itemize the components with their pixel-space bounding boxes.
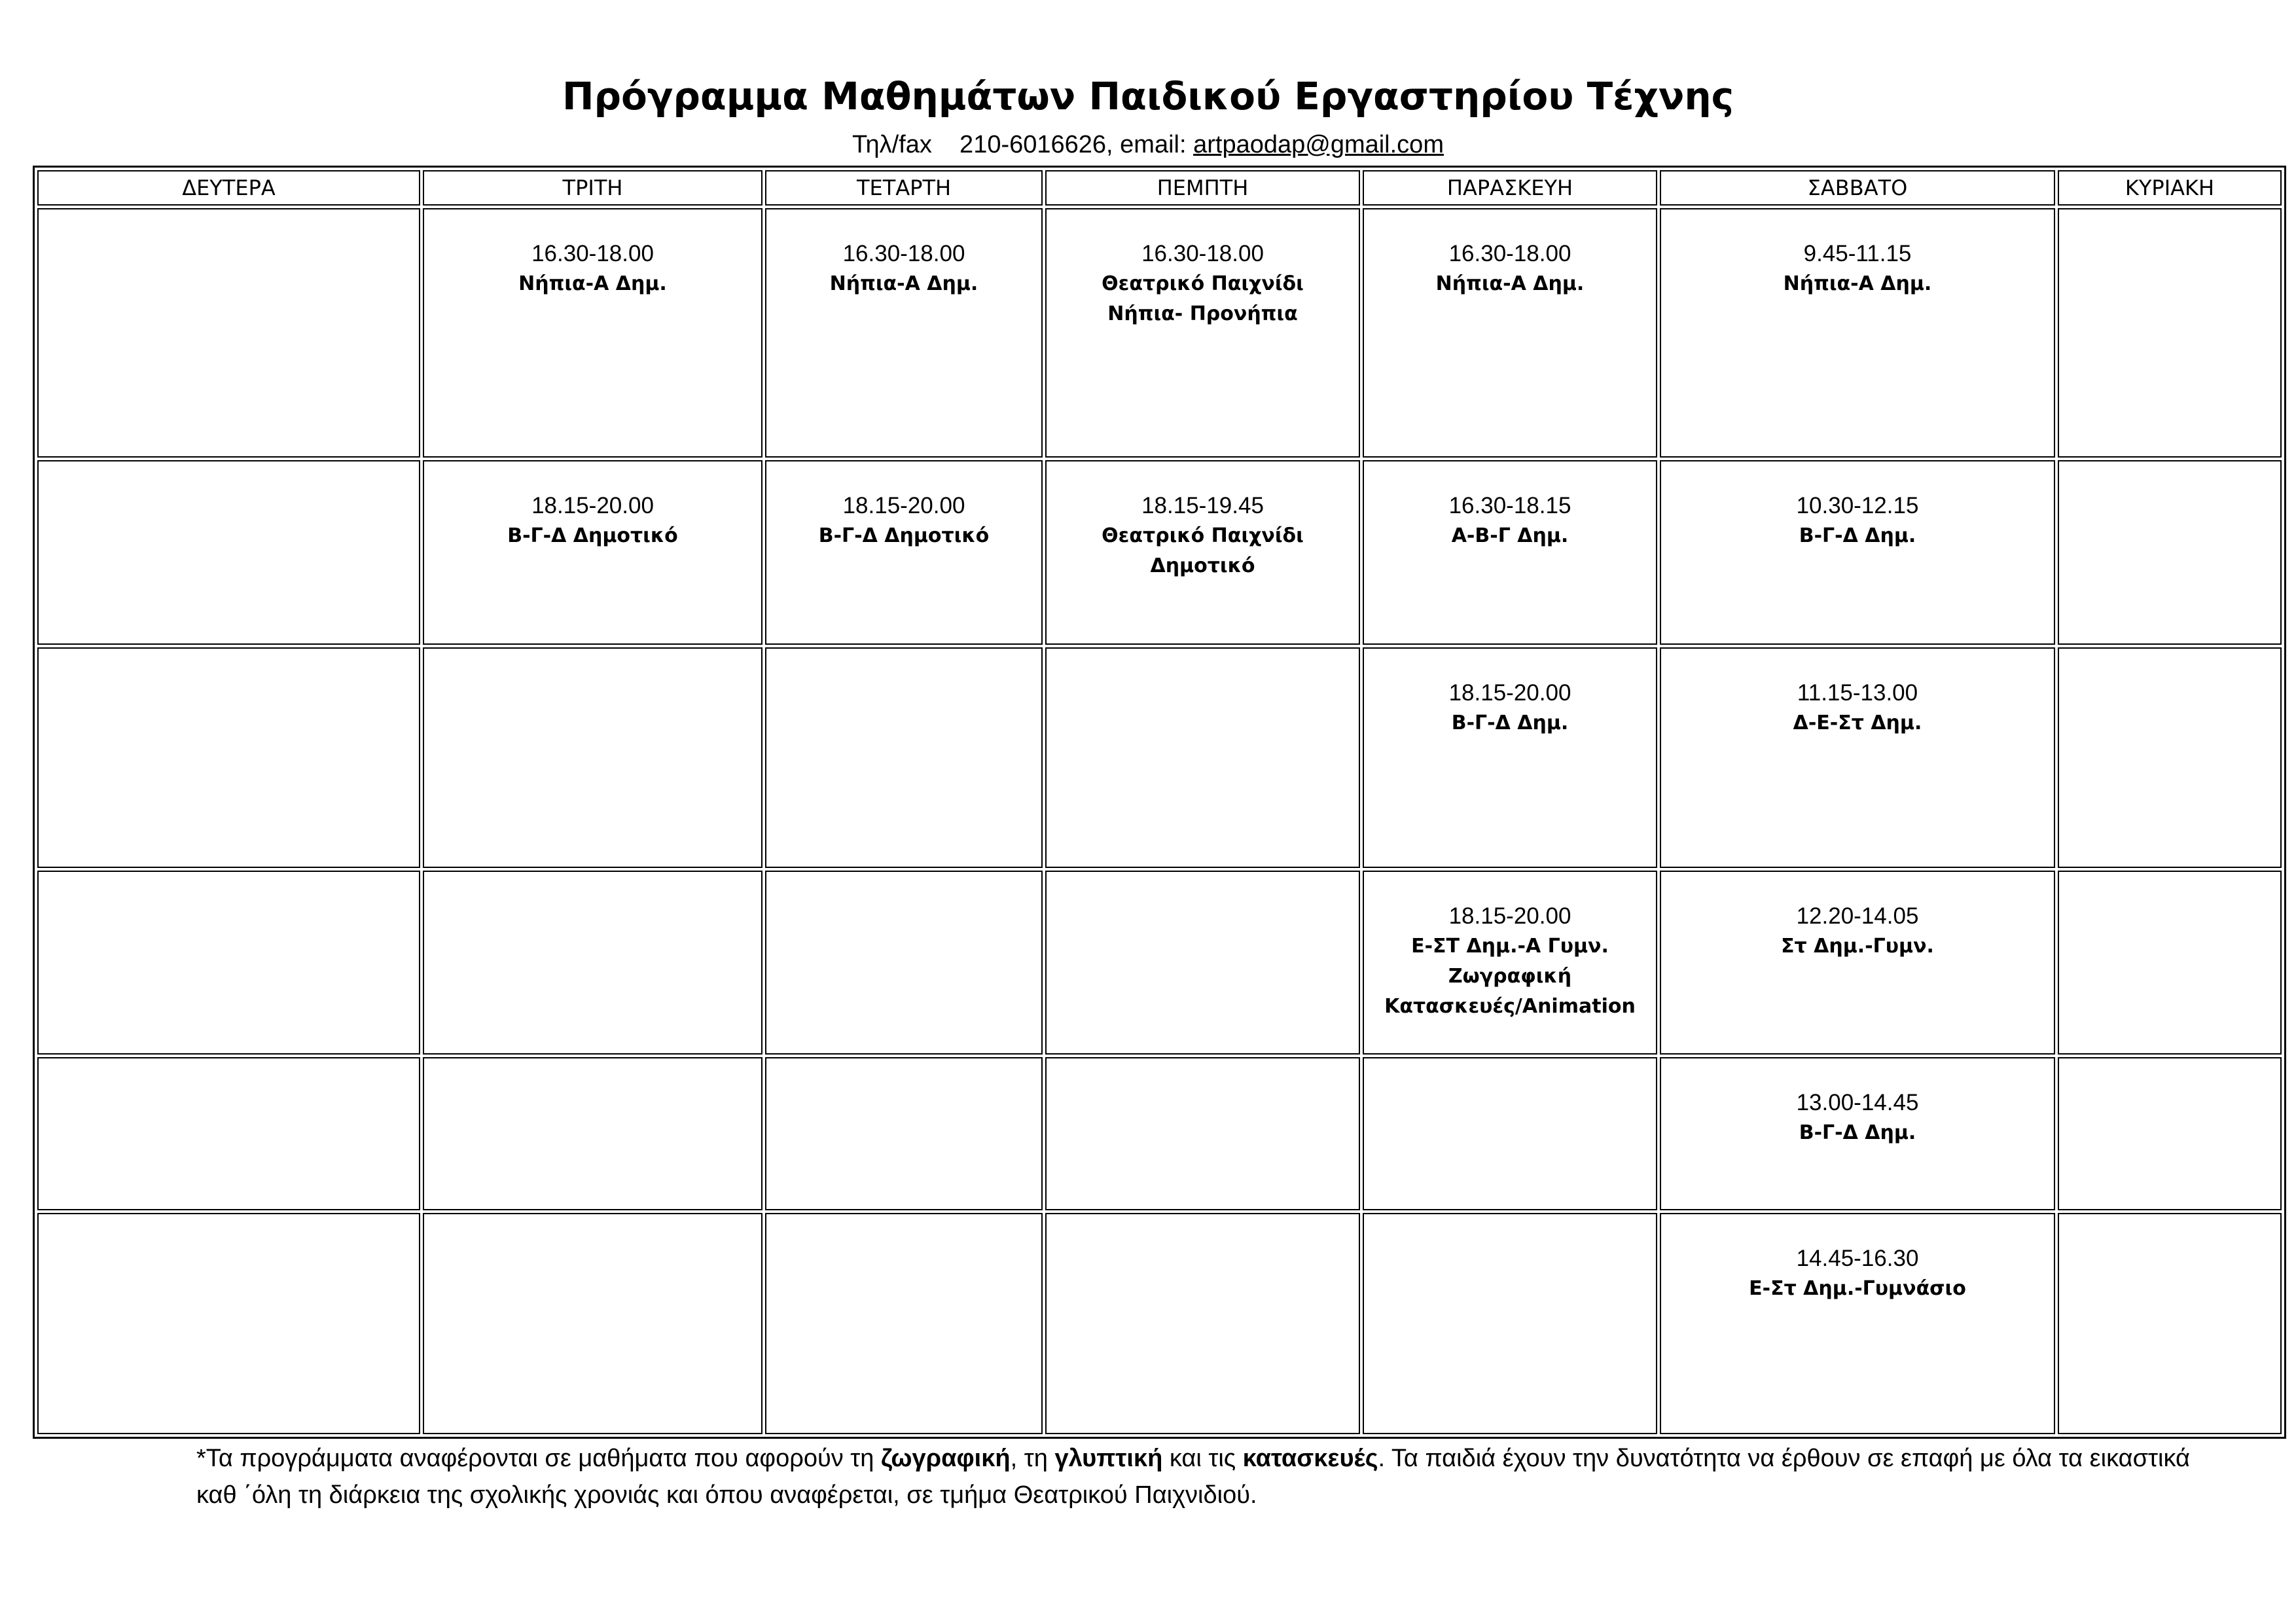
class-time: 10.30-12.15: [1796, 492, 1919, 518]
schedule-cell: [765, 1213, 1043, 1434]
schedule-cell: [423, 460, 762, 645]
schedule-cell: [765, 871, 1043, 1055]
class-group: Στ Δημ.-Γυμν.: [1781, 935, 1934, 958]
class-time: 16.30-18.15: [1448, 492, 1571, 518]
schedule-cell: [1660, 871, 2055, 1055]
schedule-row: [37, 460, 2282, 645]
class-group: Β-Γ-Δ Δημοτικό: [507, 524, 678, 547]
schedule-cell: [1363, 208, 1657, 458]
class-group: Νήπια-Α Δημ.: [1435, 272, 1585, 295]
class-group: Ε-ΣΤ Δημ.-Α Γυμν.: [1411, 935, 1609, 958]
class-group: Κατασκευές/Animation: [1384, 995, 1636, 1019]
class-group: Ε-Στ Δημ.-Γυμνάσιο: [1749, 1277, 1966, 1301]
class-group: Νήπια- Προνήπια: [1107, 302, 1298, 325]
schedule-cell: [37, 871, 420, 1055]
schedule-cell: [423, 647, 762, 869]
class-time: 18.15-20.00: [531, 492, 654, 518]
class-group: Β-Γ-Δ Δημ.: [1799, 524, 1916, 547]
schedule-table: [33, 166, 2286, 1439]
class-time: 14.45-16.30: [1796, 1246, 1919, 1272]
footnote-emphasis: κατασκευές: [1242, 1445, 1378, 1472]
schedule-cell: [1660, 208, 2055, 458]
schedule-cell: [1363, 1057, 1657, 1210]
schedule-cell: [2058, 1057, 2282, 1210]
schedule-cell: [1045, 647, 1360, 869]
schedule-row: [37, 1057, 2282, 1210]
schedule-row: [37, 1213, 2282, 1434]
day-header: ΠΕΜΠΤΗ: [1045, 170, 1360, 206]
class-time: 18.15-20.00: [1448, 679, 1571, 706]
class-time: 9.45-11.15: [1803, 241, 1912, 266]
schedule-cell: [1363, 647, 1657, 869]
schedule-cell: [423, 1057, 762, 1210]
schedule-body: [37, 208, 2282, 1434]
schedule-row: [37, 647, 2282, 869]
schedule-cell: [765, 1057, 1043, 1210]
schedule-cell: [1660, 647, 2055, 869]
schedule-cell: [37, 460, 420, 645]
footnote: [196, 1440, 2225, 1513]
schedule-cell: [1660, 1057, 2055, 1210]
class-group: Νήπια-Α Δημ.: [1783, 272, 1932, 295]
schedule-cell: [2058, 647, 2282, 869]
class-time: 11.15-13.00: [1797, 679, 1918, 706]
schedule-cell: [1660, 460, 2055, 645]
contact-line: [0, 132, 2296, 157]
day-header: ΤΡΙΤΗ: [423, 170, 762, 206]
schedule-cell: [1045, 1213, 1360, 1434]
day-header: ΤΕΤΑΡΤΗ: [765, 170, 1043, 206]
class-time: 18.15-19.45: [1141, 492, 1264, 518]
class-group: Β-Γ-Δ Δημ.: [1799, 1121, 1916, 1144]
class-group: Α-Β-Γ Δημ.: [1451, 524, 1569, 547]
schedule-cell: [2058, 871, 2282, 1055]
schedule-cell: [37, 1057, 420, 1210]
class-time: 13.00-14.45: [1796, 1089, 1919, 1115]
footnote-emphasis: γλυπτική: [1054, 1445, 1163, 1472]
schedule-cell: [37, 1213, 420, 1434]
footnote-text: *Τα προγράμματα αναφέρονται σε μαθήματα που αφορούν τη: [196, 1445, 882, 1472]
class-time: 16.30-18.00: [1141, 241, 1264, 266]
footnote-text: και τις: [1162, 1445, 1243, 1472]
day-header: ΔΕΥΤΕΡΑ: [37, 170, 420, 206]
class-group: Νήπια-Α Δημ.: [518, 272, 667, 295]
schedule-cell: [765, 460, 1043, 645]
schedule-cell: [423, 1213, 762, 1434]
schedule-cell: [1045, 871, 1360, 1055]
footnote-emphasis: ζωγραφική: [881, 1445, 1011, 1472]
schedule-cell: [2058, 208, 2282, 458]
class-group: Β-Γ-Δ Δημοτικό: [818, 524, 990, 547]
class-group: Θεατρικό Παιχνίδι: [1102, 272, 1304, 295]
schedule-cell: [423, 871, 762, 1055]
contact-phone: Τηλ/fax 210-6016626, email:: [852, 131, 1194, 158]
class-time: 18.15-20.00: [1448, 903, 1571, 929]
class-time: 16.30-18.00: [1448, 241, 1571, 266]
class-group: Νήπια-Α Δημ.: [829, 272, 978, 295]
schedule-cell: [37, 208, 420, 458]
class-time: 12.20-14.05: [1796, 903, 1919, 929]
class-group: Δ-Ε-Στ Δημ.: [1793, 711, 1922, 734]
schedule-cell: [765, 208, 1043, 458]
class-time: 16.30-18.00: [531, 241, 654, 266]
class-group: Θεατρικό Παιχνίδι: [1102, 524, 1304, 547]
day-header: ΣΑΒΒΑΤΟ: [1660, 170, 2055, 206]
schedule-row: [37, 871, 2282, 1055]
schedule-cell: [1363, 1213, 1657, 1434]
class-time: 16.30-18.00: [842, 241, 965, 266]
schedule-cell: [2058, 460, 2282, 645]
day-header-row: [37, 170, 2282, 206]
class-time: 18.15-20.00: [842, 492, 965, 518]
schedule-row: [37, 208, 2282, 458]
page-title: Πρόγραμμα Μαθημάτων Παιδικού Εργαστηρίου Τέχνης: [562, 74, 1734, 118]
class-group: Ζωγραφική: [1448, 965, 1572, 988]
schedule-cell: [37, 647, 420, 869]
schedule-cell: [423, 208, 762, 458]
schedule-cell: [1363, 871, 1657, 1055]
class-group: Δημοτικό: [1150, 554, 1255, 577]
footnote-text: . Τα παιδιά έχουν την δυνατότητα να έρθουν σε επαφή με όλα τα εικαστικά καθ ΄όλη τη διάρκεια της σχολικής χρονιάς και όπου αναφέρεται, σε τμήμα Θεατρικού Παιχνιδιού.: [196, 1445, 2190, 1509]
email-link[interactable]: artpaodap@gmail.com: [1193, 131, 1444, 158]
class-group: Β-Γ-Δ Δημ.: [1451, 711, 1569, 734]
schedule-cell: [765, 647, 1043, 869]
day-header: ΚΥΡΙΑΚΗ: [2058, 170, 2282, 206]
schedule-cell: [1045, 460, 1360, 645]
schedule-cell: [2058, 1213, 2282, 1434]
schedule-cell: [1045, 208, 1360, 458]
schedule-cell: [1045, 1057, 1360, 1210]
footnote-text: , τη: [1010, 1445, 1055, 1472]
day-header: ΠΑΡΑΣΚΕΥΗ: [1363, 170, 1657, 206]
schedule-cell: [1363, 460, 1657, 645]
schedule-cell: [1660, 1213, 2055, 1434]
